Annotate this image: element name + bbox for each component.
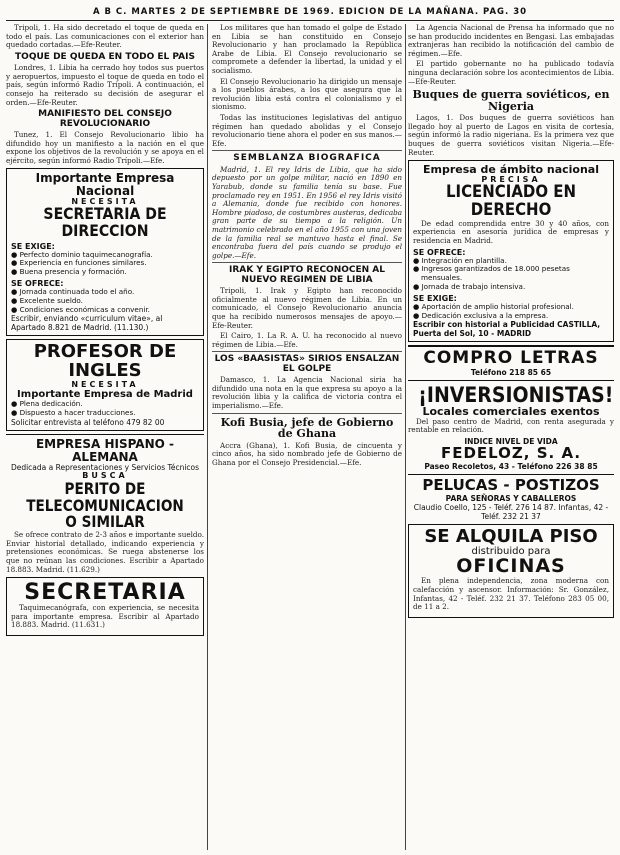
- ad-company: Empresa de ámbito nacional: [423, 163, 599, 177]
- toque-headline: TOQUE DE QUEDA EN TODO EL PAIS: [15, 51, 195, 62]
- ad-contact: Escribir, enviando «curriculum vitae», al Apartado 8.821 de Madrid. (11.130.): [11, 314, 163, 333]
- column-divider: [405, 24, 406, 850]
- ad-company: FEDELOZ, S. A.: [440, 444, 582, 463]
- article-text: Los militares que han tomado el golpe de Estado en Libia se han constituido en Consejo Revolucionario y han proclamado la República Arabe de Libia. El Consejo revolucionario se compromete a defender la libertad, la unidad y el socialismo.: [212, 24, 402, 75]
- ad-licenciado-derecho: [408, 160, 614, 342]
- ad-se-ofrece: SE OFRECE:: [11, 279, 64, 288]
- article-text: El partido gobernante no ha publicado todavía ninguna declaración sobre los acontecimientos de Libia.—Efe-Reuter.: [408, 59, 614, 86]
- buques-body: Lagos, 1. Dos buques de guerra soviéticos han llegado hoy al puerto de Lagos en visita de cortesía, según informó la radio nigeriana. Es la primera vez que buques de guerra soviéticos visitan Nigeria.—Efe-Reuter.: [408, 113, 614, 157]
- toque-body: Londres, 1. Libia ha cerrado hoy todos sus puertos y aeropuertos, impuesto el toque de queda en todo el país, según informó Radio Trípoli. A continuación, el consejo ha reiterado su decisión de asegurar el orden.—Efe-Reuter.: [6, 63, 204, 107]
- ad-se-exige: SE EXIGE:: [413, 293, 457, 303]
- irak-note: El Cairo, 1. La R. A. U. ha reconocido al nuevo régimen de Libia.—Efe.: [212, 331, 402, 349]
- baasistas-body: Damasco, 1. La Agencia Nacional siria ha difundido una nota en la que expresa su apoyo a la revolución libia y la califica de victoria contra el imperialismo.—Efe.: [212, 375, 402, 410]
- semblanza-body: Madrid, 1. El rey Idris de Libia, que ha sido depuesto por un golpe militar, nació en 1890 en Yarabub, donde su familia tenía su base. Fue proclamado rey en 1951. En 1956 el rey Idris visitó a Alemania, donde fue recibido con honores. Hombre piadoso, de costumbres austeras, dedicaba gran parte de su tiempo a la religión. Un matrimonio celebrado en el año 1955 con una joven de la familia real se mantuvo hasta el final. Se encontraba fuera del país cuando se produjo el golpe.—Efe.: [212, 164, 402, 260]
- ad-index: INDICE NIVEL DE VIDA: [464, 437, 558, 447]
- ad-se-ofrece: SE OFRECE:: [413, 247, 466, 257]
- ad-title: ¡INVERSIONISTAS!: [418, 383, 614, 408]
- ad-req: ● Perfecto dominio taquimecanografía.: [11, 249, 153, 259]
- ad-offer: ● Condiciones económicas a convenir.: [11, 304, 150, 314]
- ad-address: Claudio Coello, 125 - Teléf. 276 14 87. Infantas, 42 - Teléf. 232 21 37: [413, 503, 609, 522]
- column-right: [408, 24, 614, 850]
- ad-profesor-ingles: [6, 339, 204, 430]
- semblanza-headline: SEMBLANZA BIOGRAFICA: [233, 153, 381, 164]
- ad-title: PELUCAS - POSTIZOS: [422, 476, 600, 495]
- column-left: [6, 24, 204, 850]
- ad-position: PERITO DE TELECOMUNICACION O SIMILAR: [26, 478, 184, 532]
- divider: [408, 474, 614, 476]
- ad-offer: ● Ingresos garantizados de 18.000 pesetas mensuales.: [413, 264, 570, 283]
- ad-position: LICENCIADO EN DERECHO: [445, 182, 577, 220]
- ad-item: ● Dispuesto a hacer traducciones.: [11, 407, 136, 417]
- ad-offices: OFICINAS: [456, 555, 566, 578]
- divider: [212, 150, 402, 151]
- ad-perito-telecom: [6, 438, 204, 574]
- ad-necesita: NECESITA: [71, 196, 139, 206]
- ad-address: Paseo Recoletos, 43 - Teléfono 226 38 85: [424, 461, 598, 471]
- irak-headline: IRAK Y EGIPTO RECONOCEN AL NUEVO REGIMEN DE LIBIA: [228, 265, 386, 285]
- ad-subtitle: PARA SEÑORAS Y CABALLEROS: [445, 494, 577, 504]
- ad-offer: ● Jornada de trabajo intensiva.: [413, 282, 526, 292]
- irak-body: Tripoli, 1. Irak y Egipto han reconocido oficialmente al nuevo régimen de Libia. En un comunicado, el Consejo Revolucionario anuncia que ha recibido numerosos mensajes de apoyo.—Efe-Reuter.: [212, 286, 402, 330]
- ad-title: EMPRESA HISPANO - ALEMANA: [35, 437, 174, 464]
- busia-headline: Kofi Busia, jefe de Gobierno de Ghana: [220, 415, 394, 441]
- ad-offer: ● Integración en plantilla.: [413, 255, 507, 265]
- ad-req: ● Buena presencia y formación.: [11, 267, 127, 277]
- ad-contact: Solicitar entrevista al teléfono 479 82 00: [11, 417, 165, 427]
- column-middle: [212, 24, 402, 850]
- manifiesto-headline: MANIFIESTO DEL CONSEJO REVOLUCIONARIO: [38, 109, 172, 129]
- ad-alquila-piso: [408, 524, 614, 618]
- ad-item: ● Plena dedicación.: [11, 399, 83, 409]
- article-text: El Consejo Revolucionario ha dirigido un mensaje a los pueblos árabes, a los que asegura que la revolución libia está contra el colonialismo y el sionismo.: [212, 76, 402, 112]
- ad-body: En plena independencia, zona moderna con calefacción y ascensor. Información: Sr. González, Infantas, 42 - Teléf. 232 21 37. Teléfono 283 05 00, de 11 a 2.: [413, 576, 609, 612]
- ad-inversionistas: [408, 384, 614, 471]
- divider: [212, 413, 402, 414]
- ad-subtitle: Locales comerciales exentos: [422, 405, 600, 419]
- column-divider: [207, 24, 208, 850]
- ad-body: Taquimecanógrafa, con experiencia, se necesita para importante empresa. Escribir al Apartado 18.883. Madrid. (11.631.): [11, 603, 199, 630]
- ad-offer: ● Excelente sueldo.: [11, 295, 83, 305]
- ad-title: PROFESOR DE INGLES: [33, 341, 177, 382]
- ad-precisa: PRECISA: [481, 174, 541, 184]
- baasistas-headline: LOS «BAASISTAS» SIRIOS ENSALZAN EL GOLPE: [214, 354, 400, 374]
- ad-body: Se ofrece contrato de 2-3 años e importante sueldo. Enviar historial detallado, indicando experiencia y pretensiones económicas. Se ruega abstenerse los que no reúnan las condiciones. Escribir a Apartado 18.883. Madrid. (11.629.): [6, 530, 204, 574]
- divider: [212, 262, 402, 263]
- ad-body: Del paso centro de Madrid, con renta asegurada y rentable en relación.: [408, 416, 614, 435]
- ad-req: ● Dedicación exclusiva a la empresa.: [413, 310, 549, 320]
- page-header: A B C. MARTES 2 DE SEPTIEMBRE DE 1969. EDICION DE LA MAÑANA. PAG. 30: [6, 4, 614, 21]
- ad-title: SE ALQUILA PISO: [424, 526, 598, 548]
- ad-busca: BUSCA: [82, 471, 128, 481]
- ad-req: ● Experiencia en funciones similares.: [11, 258, 147, 268]
- divider: [408, 380, 614, 382]
- ad-subtitle: distribuido para: [471, 545, 551, 557]
- ad-position: SECRETARIA DE DIRECCION: [43, 204, 167, 240]
- ad-se-exige: SE EXIGE:: [11, 241, 55, 251]
- divider: [6, 434, 204, 436]
- busia-body: Accra (Ghana), 1. Kofi Busia, de cincuenta y cinco años, ha sido nombrado jefe de Gobierno de Ghana por el Consejo Presidencial.—Efe.: [212, 440, 402, 467]
- ad-compro-letras: COMPRO LETRAS: [423, 347, 599, 368]
- divider: [408, 345, 614, 347]
- ad-secretaria: [6, 577, 204, 636]
- ad-contact: Escribir con historial a Publicidad CASTILLA, Puerta del Sol, 10 - MADRID: [413, 320, 601, 339]
- divider: [212, 351, 402, 352]
- ad-company: Importante Empresa de Madrid: [17, 388, 193, 400]
- ad-secretaria-direccion: [6, 168, 204, 336]
- ad-subtitle: Dedicada a Representaciones y Servicios Técnicos: [10, 463, 200, 473]
- ad-title: SECRETARIA: [24, 580, 186, 606]
- ad-necesita: NECESITA: [71, 380, 139, 390]
- ad-body: De edad comprendida entre 30 y 40 años, con experiencia en asesoría jurídica de empresas y residencia en Madrid.: [413, 218, 609, 246]
- intro-text: Tripoli, 1. Ha sido decretado el toque de queda en todo el país. Las comunicaciones con el exterior han quedado cortadas.—Efe-Reuter.: [6, 24, 204, 50]
- manifiesto-body: Tunez, 1. El Consejo Revolucionario libio ha difundido hoy un manifiesto a la nación en el que expone los objetivos de la revolución y se apoya en el ejército, según informó Radio Trípoli.—Efe.: [6, 130, 204, 165]
- ad-req: ● Aportación de amplio historial profesional.: [413, 301, 574, 311]
- ad-offer: ● Jornada continuada todo el año.: [11, 287, 135, 296]
- buques-headline: Buques de guerra soviéticos, en Nigeria: [412, 88, 610, 113]
- article-text: La Agencia Nacional de Prensa ha informado que no se han producido incidentes en Bengasi. Las embajadas extranjeras han recibido la notificación del cambio de régimen.—Efe.: [408, 24, 614, 58]
- ad-pelucas: [408, 478, 614, 521]
- ad-phone: Teléfono 218 85 65: [470, 367, 552, 377]
- article-text: Todas las instituciones legislativas del antiguo régimen han quedado abolidas y el Consejo revolucionario tiene ahora el poder en sus manos.—Efe.: [212, 112, 402, 148]
- ad-company: Importante Empresa Nacional: [35, 171, 175, 199]
